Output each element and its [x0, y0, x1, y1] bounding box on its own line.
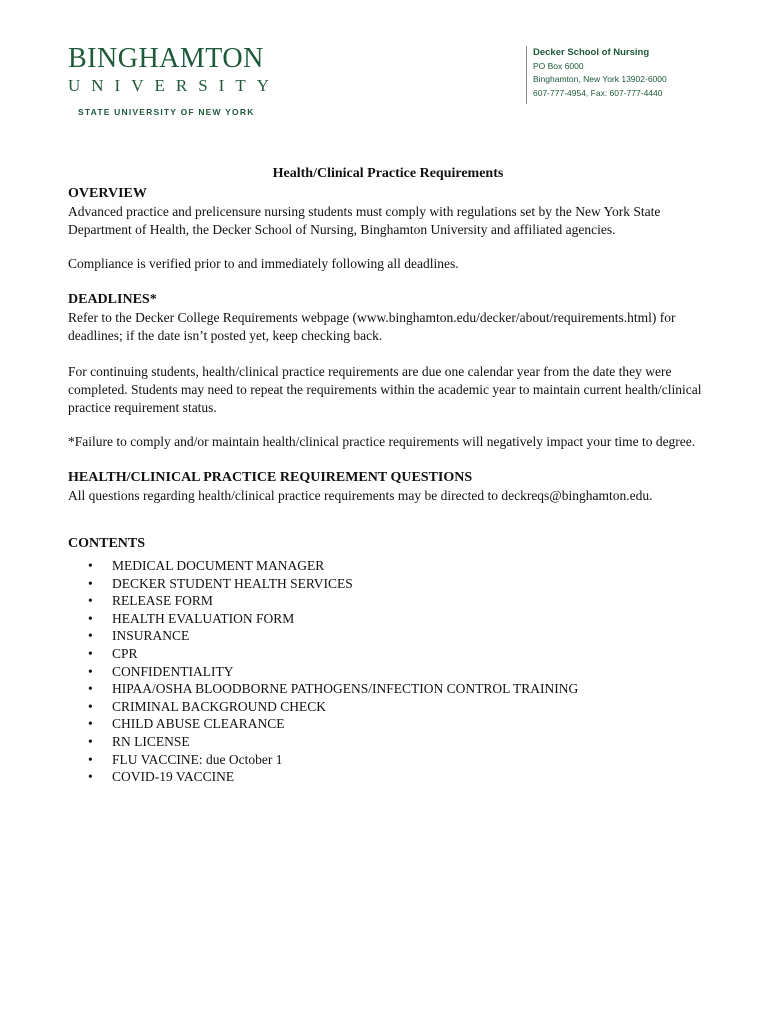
- questions-heading: HEALTH/CLINICAL PRACTICE REQUIREMENT QUESTIONS: [68, 470, 473, 485]
- list-item: • DECKER STUDENT HEALTH SERVICES: [68, 575, 708, 593]
- school-address: [526, 46, 667, 104]
- list-item: • INSURANCE: [68, 627, 708, 645]
- list-item: • CPR: [68, 645, 708, 663]
- po-box: PO Box 6000: [533, 60, 584, 71]
- overview-paragraph: Advanced practice and prelicensure nursing students must comply with regulations set by the New York State Department of Health, the Decker School of Nursing, Binghamton University and affiliated agencies.: [68, 204, 661, 237]
- list-item: • RELEASE FORM: [68, 592, 708, 610]
- deadlines-heading: DEADLINES*: [68, 292, 157, 307]
- university-logo: [68, 44, 280, 118]
- phone-fax: 607-777-4954, Fax: 607-777-4440: [533, 87, 663, 98]
- list-item: • RN LICENSE: [68, 733, 708, 751]
- list-item: • HEALTH EVALUATION FORM: [68, 610, 708, 628]
- list-item: • HIPAA/OSHA BLOODBORNE PATHOGENS/INFECTION CONTROL TRAINING: [68, 680, 708, 698]
- deadlines-paragraph: Refer to the Decker College Requirements webpage (www.binghamton.edu/decker/about/requirements.html) for deadlines; if the date isn’t posted yet, keep checking back.: [68, 310, 676, 343]
- overview-heading: OVERVIEW: [68, 186, 147, 201]
- logo-wordmark: BINGHAMTON: [68, 43, 264, 74]
- list-item: • COVID-19 VACCINE: [68, 768, 708, 786]
- list-item: • CRIMINAL BACKGROUND CHECK: [68, 698, 708, 716]
- school-name: Decker School of Nursing: [533, 47, 650, 58]
- letterhead: [0, 0, 770, 130]
- logo-university: UNIVERSITY: [68, 76, 280, 95]
- list-item: • FLU VACCINE: due October 1: [68, 751, 708, 769]
- document-title: Health/Clinical Practice Requirements: [272, 166, 504, 181]
- compliance-paragraph: Compliance is verified prior to and immediately following all deadlines.: [68, 256, 459, 271]
- continuing-students-paragraph: For continuing students, health/clinical practice requirements are due one calendar year from the date they were completed. Students may need to repeat the requirements within the academic year to maintain current health/clinical practice requirement status.: [68, 364, 702, 415]
- list-item: • CHILD ABUSE CLEARANCE: [68, 715, 708, 733]
- list-item: • CONFIDENTIALITY: [68, 663, 708, 681]
- list-item: • MEDICAL DOCUMENT MANAGER: [68, 557, 708, 575]
- contents-heading: CONTENTS: [68, 536, 146, 551]
- questions-paragraph: All questions regarding health/clinical practice requirements may be directed to deckreqs@binghamton.edu.: [68, 488, 653, 503]
- failure-note: *Failure to comply and/or maintain health/clinical practice requirements will negatively impact your time to degree.: [68, 434, 696, 449]
- city-line: Binghamton, New York 13902-6000: [533, 74, 667, 84]
- document-body: [68, 165, 708, 786]
- contents-list: [68, 557, 708, 786]
- logo-state-line: STATE UNIVERSITY OF NEW YORK: [78, 107, 255, 117]
